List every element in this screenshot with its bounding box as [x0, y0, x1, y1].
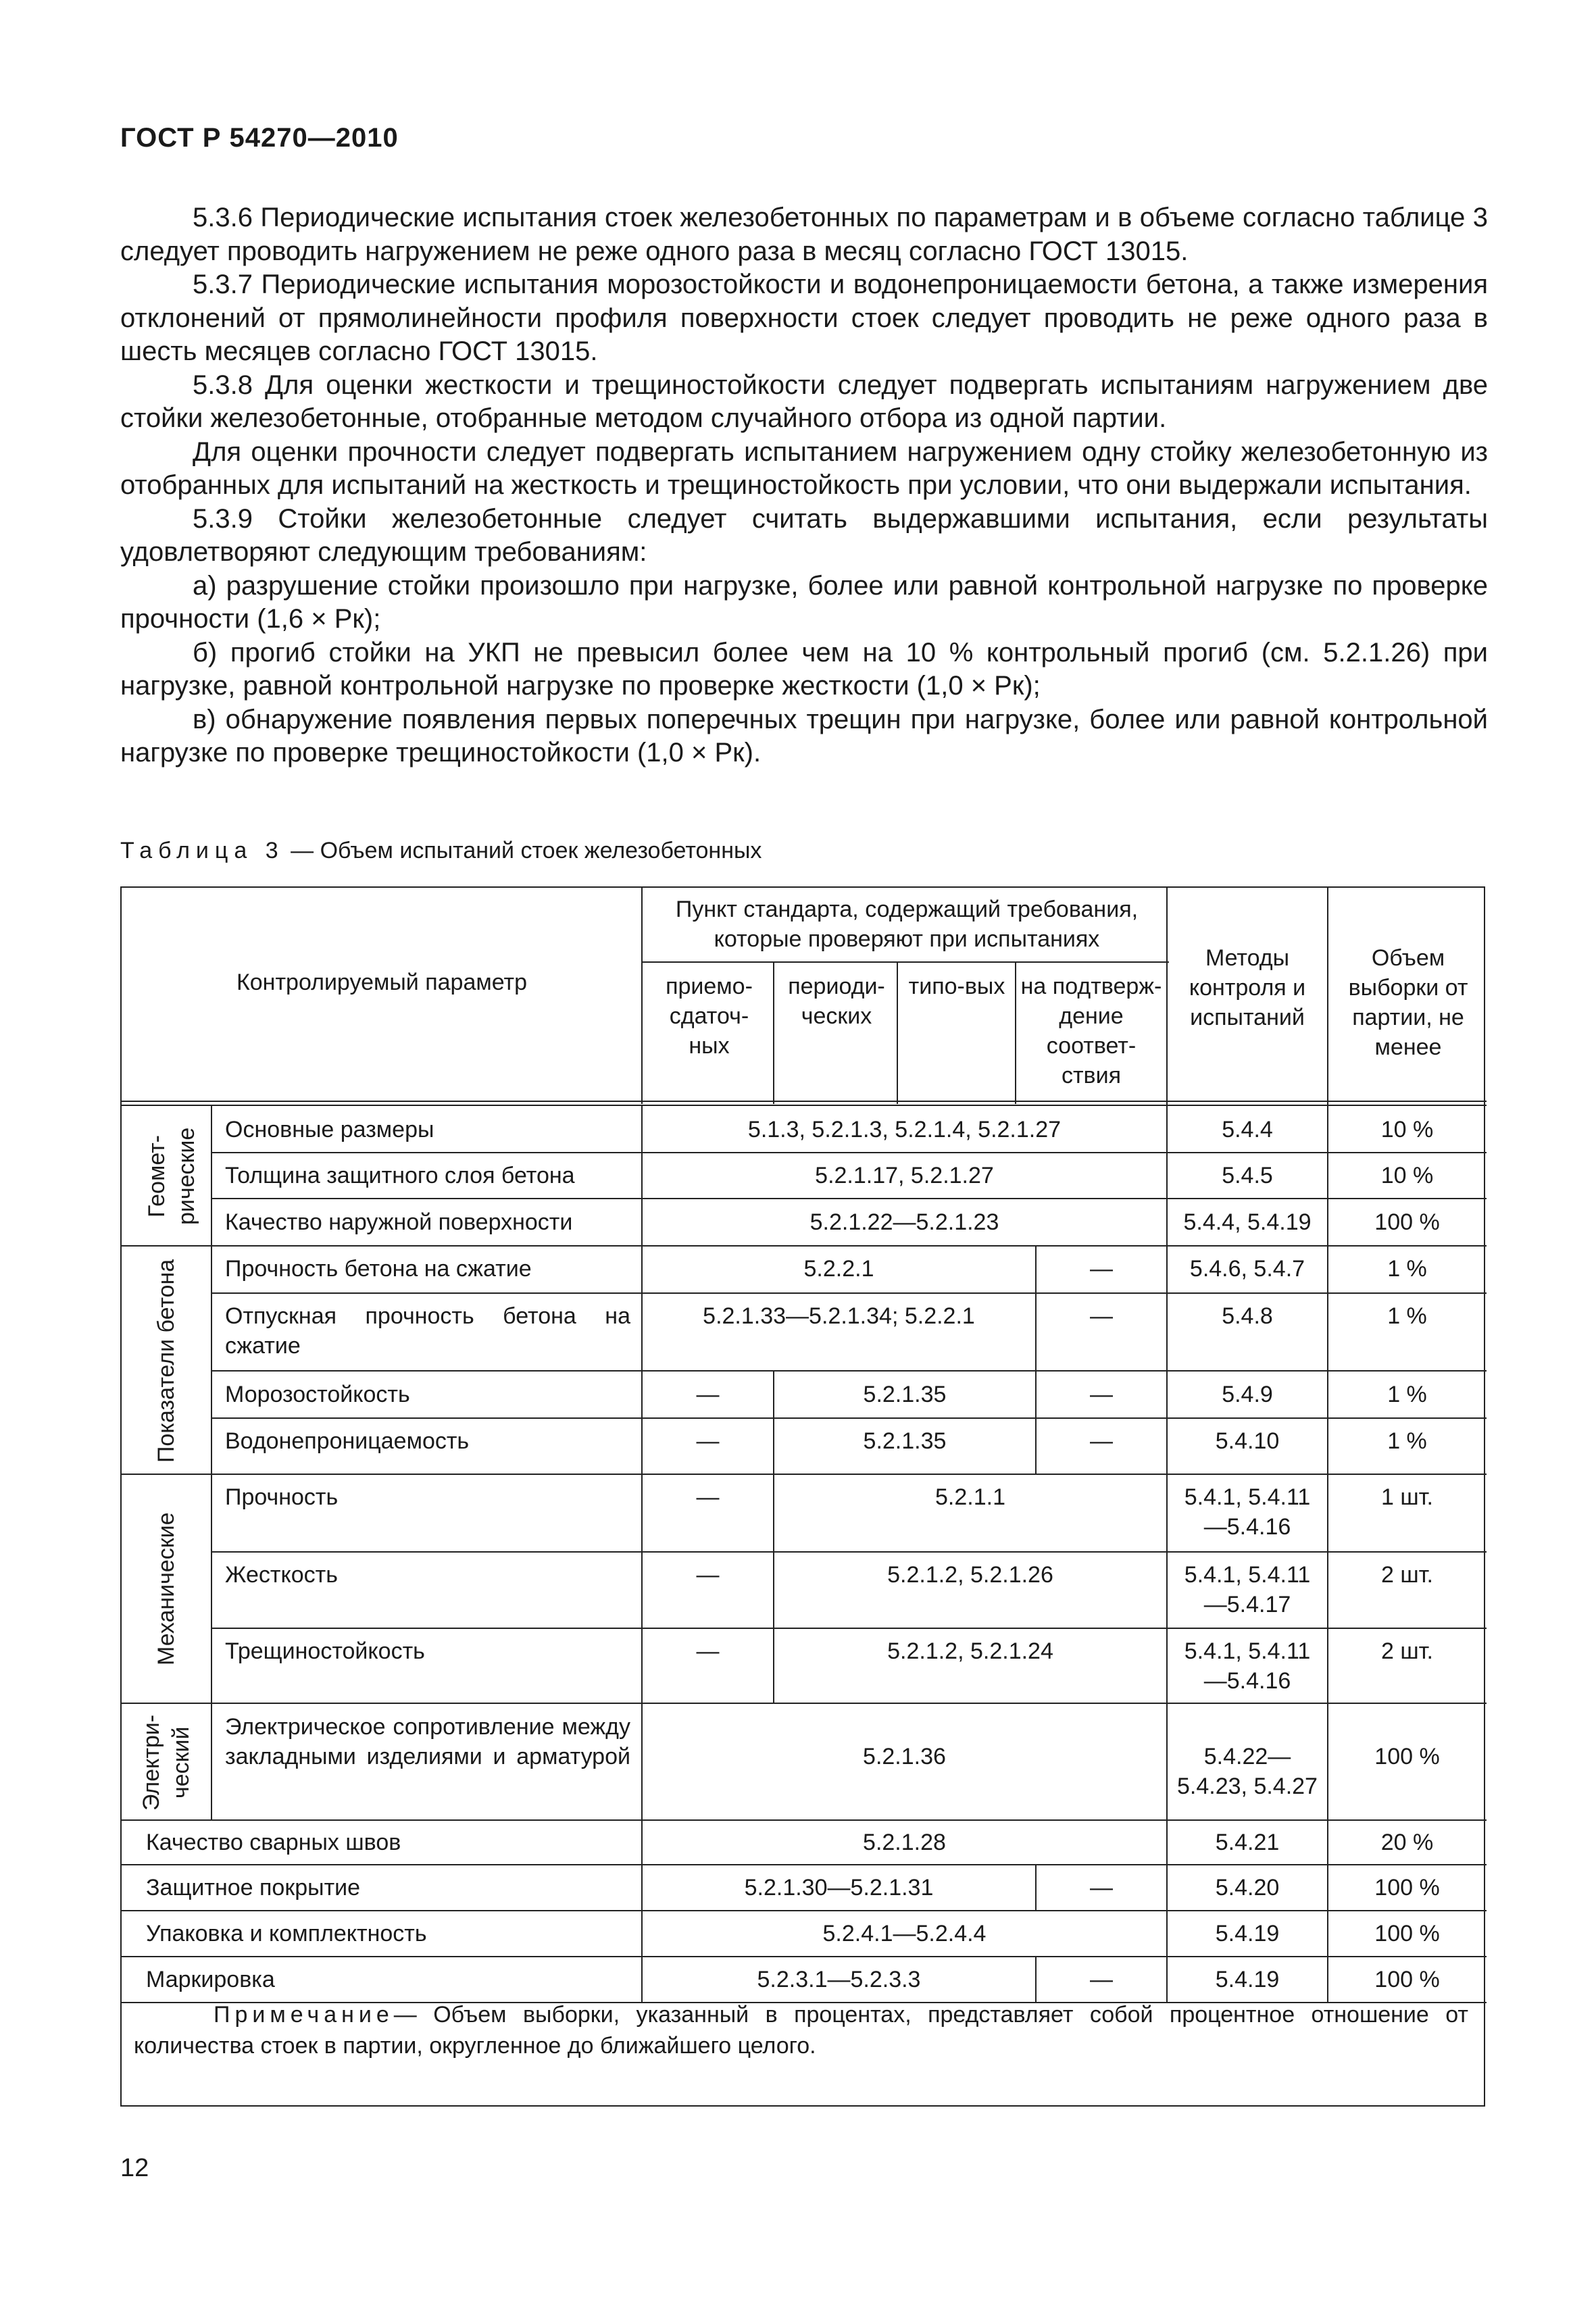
row-sample: 10 % — [1380, 1163, 1434, 1188]
row-sample: 2 шт. — [1381, 1638, 1433, 1664]
row-sample: 2 шт. — [1381, 1562, 1433, 1588]
row-method: 5.4.9 — [1222, 1382, 1273, 1407]
group-mechanical: Механические — [153, 1512, 179, 1666]
row-clauses: 5.2.1.35 — [863, 1428, 947, 1454]
row-sample: 20 % — [1380, 1830, 1434, 1855]
row-clauses: 5.2.1.22—5.2.1.23 — [809, 1209, 999, 1235]
row-sample: 100 % — [1374, 1875, 1440, 1901]
row-clauses: 5.2.1.35 — [863, 1382, 947, 1407]
row-conformity: — — [1090, 1428, 1113, 1454]
row-method: 5.4.4, 5.4.19 — [1183, 1209, 1312, 1235]
header-param: Контролируемый параметр — [236, 970, 528, 995]
row-method: 5.4.5 — [1222, 1163, 1273, 1188]
header-clause-group: Пункт стандарта, содержащий требования, которые проверяют при испытаниях — [675, 897, 1139, 952]
row-sample: 1 % — [1387, 1256, 1427, 1282]
header-conformity: на подтверж-дение соответ-ствия — [1020, 974, 1162, 1088]
row-method: 5.4.20 — [1215, 1875, 1280, 1901]
row-sample: 1 шт. — [1381, 1484, 1433, 1510]
row-param: Толщина защитного слоя бетона — [225, 1163, 575, 1188]
row-method: 5.4.21 — [1215, 1830, 1280, 1855]
row-param: Качество наружной поверхности — [225, 1209, 573, 1235]
row-param: Качество сварных швов — [146, 1830, 401, 1855]
row-conformity: — — [1090, 1875, 1113, 1901]
header-type: типо-вых — [908, 974, 1005, 999]
row-param: Водонепроницаемость — [225, 1428, 470, 1454]
row-param: Защитное покрытие — [146, 1875, 361, 1901]
table-caption-text: — Объем испытаний стоек железобетонных — [291, 838, 762, 863]
body-text — [120, 201, 1488, 770]
table-caption-label: Таблица 3 — [120, 838, 284, 863]
header-sample: Объем выборки от партии, не менее — [1348, 945, 1468, 1060]
group-concrete: Показатели бетона — [153, 1259, 179, 1463]
row-sample: 1 % — [1387, 1382, 1427, 1407]
row-clauses: 5.2.1.33—5.2.1.34; 5.2.2.1 — [703, 1303, 975, 1329]
header-periodic: периоди-ческих — [788, 974, 885, 1029]
row-sample: 100 % — [1374, 1967, 1440, 1992]
row-clauses: 5.2.3.1—5.2.3.3 — [757, 1967, 921, 1992]
row-param: Отпускная прочность бетона на сжатие — [225, 1303, 630, 1359]
row-sample: 100 % — [1374, 1921, 1440, 1946]
note-label: Примечание — [214, 2002, 394, 2028]
row-conformity: — — [1090, 1382, 1113, 1407]
row-method: 5.4.6, 5.4.7 — [1189, 1256, 1305, 1282]
row-acceptance: — — [696, 1562, 720, 1588]
row-method: 5.4.10 — [1215, 1428, 1280, 1454]
row-sample: 1 % — [1387, 1303, 1427, 1329]
row-clauses: 5.1.3, 5.2.1.3, 5.2.1.4, 5.2.1.27 — [747, 1117, 1062, 1142]
row-param: Жесткость — [225, 1562, 338, 1588]
row-clauses: 5.2.1.17, 5.2.1.27 — [815, 1163, 994, 1188]
row-clauses: 5.2.2.1 — [803, 1256, 874, 1282]
table-note — [134, 1999, 1468, 2061]
row-clauses: 5.2.1.2, 5.2.1.24 — [887, 1638, 1053, 1664]
row-sample: 100 % — [1374, 1209, 1440, 1235]
row-param: Маркировка — [146, 1967, 275, 1992]
row-param: Основные размеры — [225, 1117, 434, 1142]
row-sample: 10 % — [1380, 1117, 1434, 1142]
paragraph-5-3-6: 5.3.6 Периодические испытания стоек железобетонных по параметрам и в объеме согласно таблице 3 следует проводить нагружением не реже одного раза в месяц согласно ГОСТ 13015. — [120, 203, 1488, 266]
row-sample: 1 % — [1387, 1428, 1427, 1454]
paragraph-item-a: а) разрушение стойки произошло при нагрузке, более или равной контрольной нагрузке по проверке прочности (1,6 × Pк); — [120, 570, 1488, 634]
row-clauses: 5.2.1.2, 5.2.1.26 — [887, 1562, 1053, 1588]
header-acceptance: приемо-сдаточ-ных — [666, 974, 753, 1059]
paragraph-5-3-8: 5.3.8 Для оценки жесткости и трещиностойкости следует подвергать испытаниям нагружением две стойки железобетонные, отобранные методом случайного отбора из одной партии. — [120, 370, 1488, 433]
group-geometric: Геомет-рические — [144, 1127, 199, 1226]
row-clauses: 5.2.1.30—5.2.1.31 — [744, 1875, 934, 1901]
row-acceptance: — — [696, 1484, 720, 1510]
note-text: — Объем выборки, указанный в процентах, представляет собой процентное отношение от количества стоек в партии, округленное до ближайшего целого. — [134, 2002, 1468, 2059]
row-acceptance: — — [696, 1382, 720, 1407]
row-param: Трещиностойкость — [225, 1638, 425, 1664]
row-param: Морозостойкость — [225, 1382, 410, 1407]
row-clauses: 5.2.1.36 — [863, 1744, 946, 1769]
row-method: 5.4.8 — [1222, 1303, 1273, 1329]
row-method: 5.4.4 — [1222, 1117, 1273, 1142]
paragraph-5-3-9: 5.3.9 Стойки железобетонные следует считать выдержавшими испытания, если результаты удовлетворяют следующим требованиям: — [120, 503, 1488, 567]
row-param: Прочность — [225, 1484, 339, 1510]
paragraph-item-c: в) обнаружение появления первых поперечных трещин при нагрузке, более или равной контрольной нагрузке по проверке трещиностойкости (1,0 × Pк). — [120, 704, 1488, 768]
row-conformity: — — [1090, 1303, 1113, 1329]
row-method: 5.4.1, 5.4.11—5.4.16 — [1184, 1638, 1311, 1694]
row-method: 5.4.1, 5.4.11—5.4.16 — [1184, 1484, 1311, 1540]
row-clauses: 5.2.1.1 — [935, 1484, 1005, 1510]
row-conformity: — — [1090, 1967, 1113, 1992]
header-methods: Методы контроля и испытаний — [1189, 945, 1306, 1030]
document-header: ГОСТ Р 54270—2010 — [120, 123, 399, 153]
row-method: 5.4.19 — [1215, 1921, 1280, 1946]
row-conformity: — — [1090, 1256, 1113, 1282]
paragraph-strength: Для оценки прочности следует подвергать испытанием нагружением одну стойку железобетонную из отобранных для испытаний на жесткость и трещиностойкость при условии, что они выдержали испытания. — [120, 436, 1488, 500]
table-caption — [120, 838, 762, 864]
group-electric: Электри-ческий — [139, 1714, 194, 1811]
page-number: 12 — [120, 2154, 149, 2182]
row-method: 5.4.19 — [1215, 1967, 1280, 1992]
paragraph-5-3-7: 5.3.7 Периодические испытания морозостойкости и водонепроницаемости бетона, а также измерения отклонений от прямолинейности профиля поверхности стоек следует проводить не реже одного раза в шесть месяцев согласно ГОСТ 13015. — [120, 270, 1488, 366]
row-acceptance: — — [696, 1428, 720, 1454]
table-3 — [120, 886, 1485, 2107]
row-clauses: 5.2.1.28 — [863, 1830, 946, 1855]
paragraph-item-b: б) прогиб стойки на УКП не превысил более чем на 10 % контрольный прогиб (см. 5.2.1.26) при нагрузке, равной контрольной нагрузке по проверке жесткости (1,0 × Pк); — [120, 637, 1488, 701]
row-param: Электрическое сопротивление между закладными изделиями и арматурой — [225, 1714, 630, 1769]
row-method: 5.4.1, 5.4.11—5.4.17 — [1184, 1562, 1311, 1617]
row-method: 5.4.22—5.4.23, 5.4.27 — [1177, 1744, 1318, 1799]
row-param: Прочность бетона на сжатие — [225, 1256, 532, 1282]
row-acceptance: — — [696, 1638, 720, 1664]
row-clauses: 5.2.4.1—5.2.4.4 — [822, 1921, 987, 1946]
row-param: Упаковка и комплектность — [146, 1921, 427, 1946]
row-sample: 100 % — [1374, 1744, 1440, 1769]
